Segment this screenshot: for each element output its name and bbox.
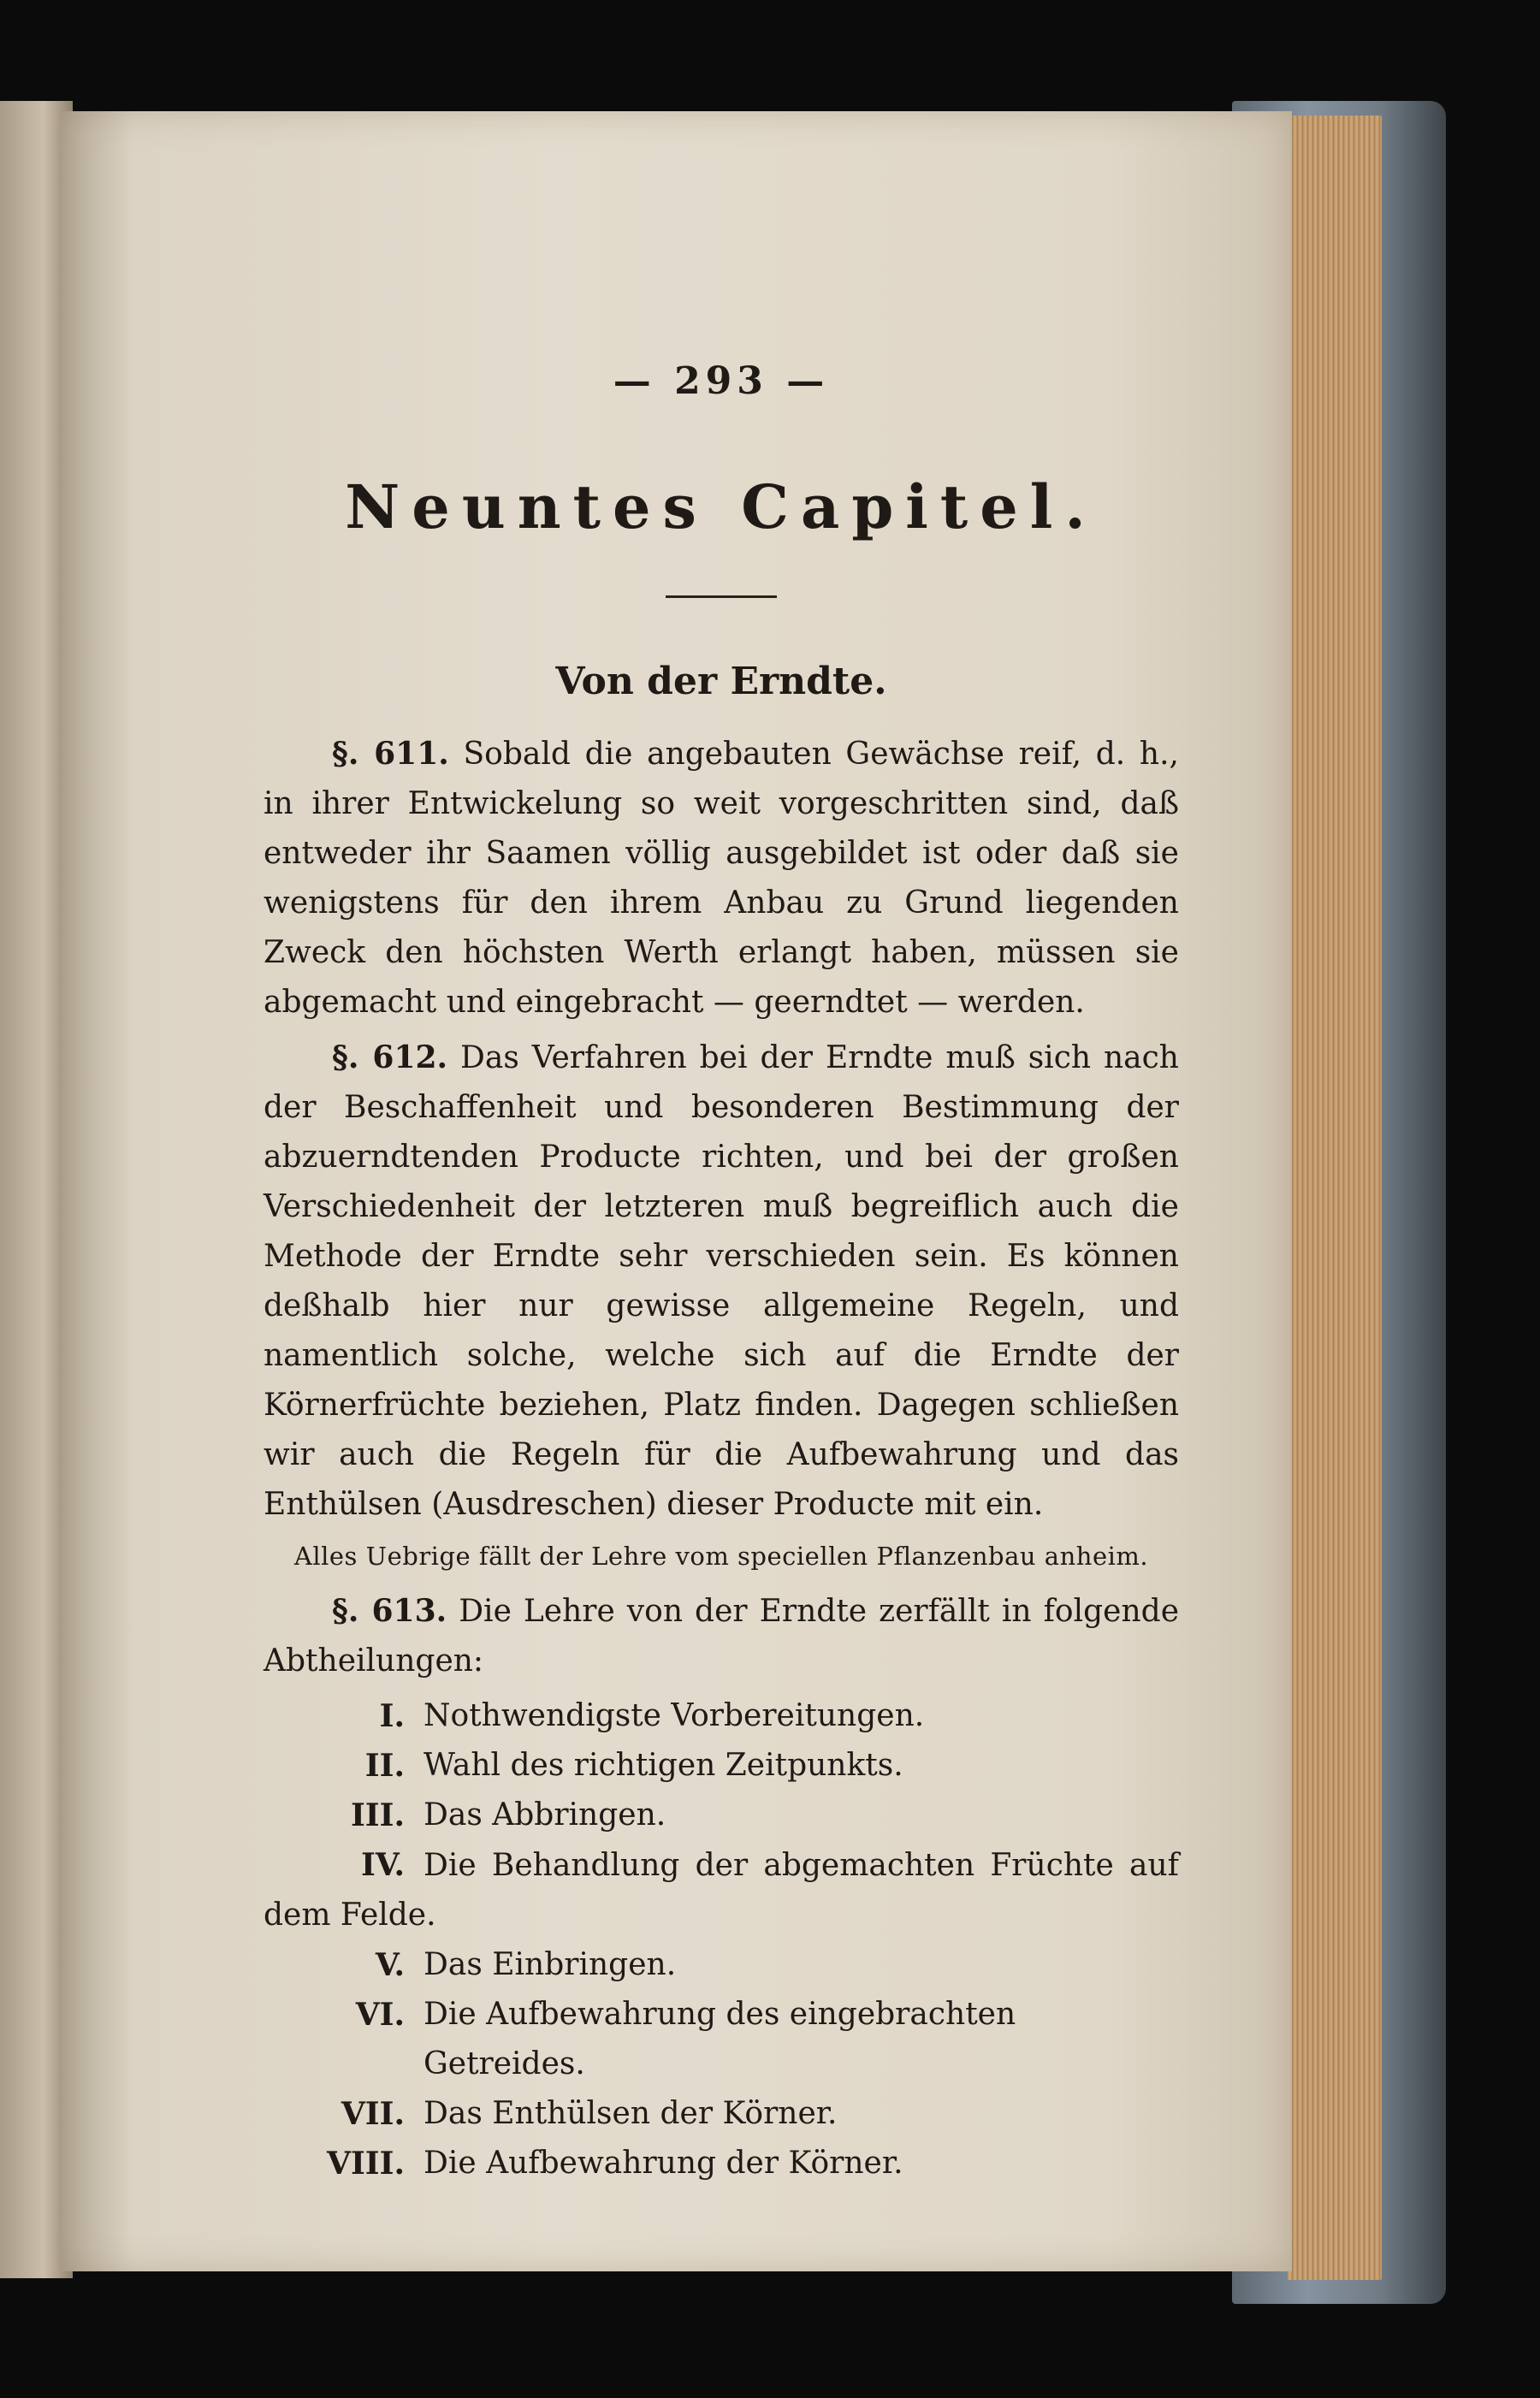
paragraph-611	[264, 729, 1179, 1027]
list-text: Das Einbringen.	[424, 1947, 677, 1982]
list-numeral: VII.	[341, 2096, 405, 2132]
paragraph-number: §. 611.	[332, 736, 449, 772]
list-numeral: V.	[375, 1947, 405, 1983]
list-text: Das Enthülsen der Körner.	[424, 2096, 838, 2131]
list-item	[264, 1691, 1179, 1741]
list-item	[264, 1940, 1179, 1990]
list-numeral: III.	[350, 1797, 405, 1833]
section-title: Von der Erndte.	[555, 660, 887, 703]
paragraph-number: §. 612.	[332, 1039, 448, 1075]
page-number: — 293 —	[613, 359, 830, 403]
paragraph-text: Sobald die angebauten Gewächse reif, d. h., in ihrer Entwickelung so weit vorgeschritten sind, daß entweder ihr Saamen völlig ausgebildet ist oder daß sie wenigstens für den ihrem Anbau zu Grund liegenden Zweck den höchsten Werth erlangt haben, müssen sie abgemacht und eingebracht — geerndtet — werden.	[264, 737, 1179, 1020]
page-content	[264, 359, 1179, 2188]
list-item	[264, 2089, 1179, 2139]
paragraph-612	[264, 1033, 1179, 1530]
paragraph-text: Das Verfahren bei der Erndte muß sich nach der Beschaffenheit und besonderen Bestimmung der abzuerndtenden Producte richten, und bei der großen Verschiedenheit der letzteren muß begreiflich auch die Methode der Erndte sehr verschieden sein. Es können deßhalb hier nur gewisse allgemeine Regeln, und namentlich solche, welche sich auf die Erndte der Körnerfrüchte beziehen, Platz finden. Dagegen schließen wir auch die Regeln für die Aufbewahrung und das Enthülsen (Ausdreschen) dieser Producte mit ein.	[264, 1040, 1179, 1522]
paragraph-number: §. 613.	[332, 1593, 447, 1629]
division-list	[264, 1691, 1179, 2188]
chapter-title: Neuntes Capitel.	[345, 471, 1098, 542]
list-item	[264, 2139, 1179, 2188]
list-numeral: VIII.	[327, 2146, 405, 2182]
list-text: Die Behandlung der abgemachten Früchte auf dem Felde.	[264, 1848, 1179, 1933]
footnote: Alles Uebrige fällt der Lehre vom speciellen Pflanzenbau anheim.	[293, 1542, 1149, 1571]
list-text: Die Aufbewahrung des eingebrachten Getreides.	[424, 1997, 1016, 2081]
book-page	[60, 111, 1292, 2271]
page-stack-edge	[1288, 115, 1382, 2280]
paragraph-613	[264, 1586, 1179, 1686]
list-item	[264, 1840, 1179, 1940]
list-text: Nothwendigste Vorbereitungen.	[424, 1698, 925, 1733]
list-numeral: VI.	[355, 1997, 405, 2033]
list-item	[264, 1791, 1179, 1840]
list-text: Wahl des richtigen Zeitpunkts.	[424, 1748, 903, 1783]
list-numeral: IV.	[360, 1847, 405, 1883]
list-item	[264, 1990, 1179, 2089]
list-text: Die Aufbewahrung der Körner.	[424, 2146, 903, 2181]
list-text: Das Abbringen.	[424, 1797, 666, 1833]
list-item	[264, 1741, 1179, 1791]
list-numeral: I.	[379, 1698, 405, 1734]
list-numeral: II.	[364, 1748, 405, 1784]
paragraph-text: Die Lehre von der Erndte zerfällt in folgende Abtheilungen:	[264, 1594, 1179, 1679]
title-divider	[666, 595, 777, 598]
